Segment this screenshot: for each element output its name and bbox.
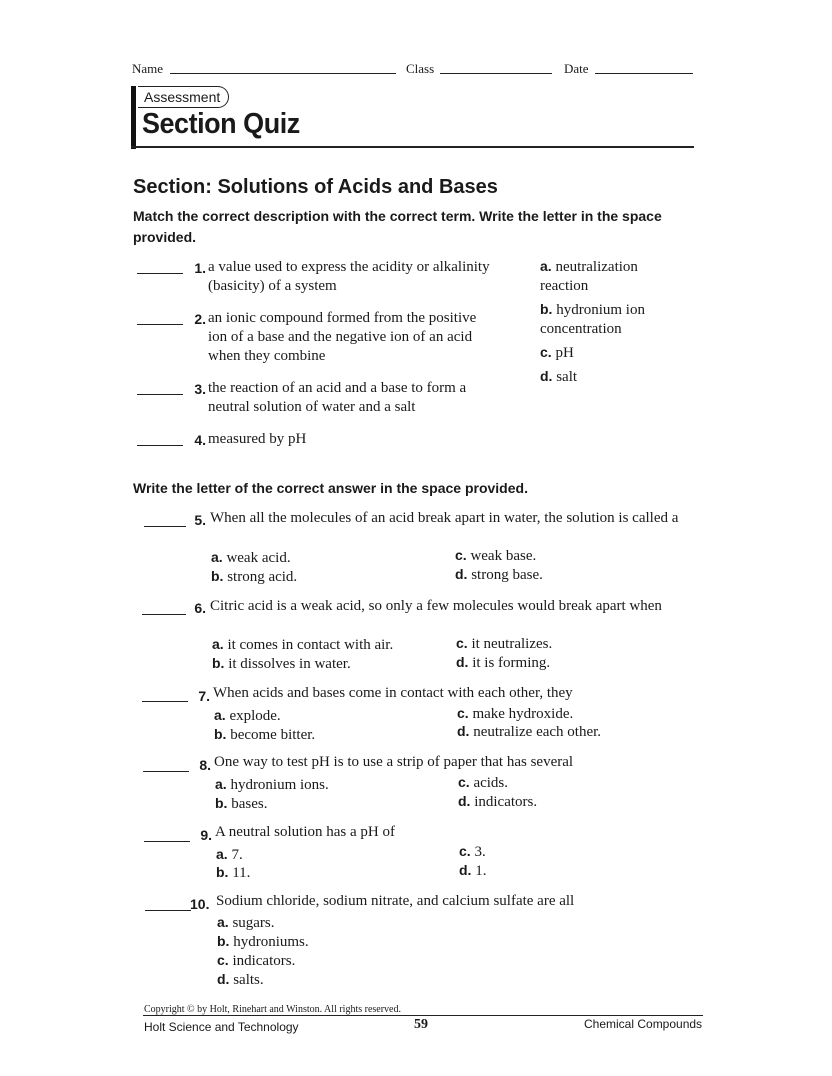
question-text: When all the molecules of an acid break apart in water, the solution is called a <box>210 510 679 526</box>
option-c: c. acids. <box>458 774 509 791</box>
question-number: 3. <box>194 381 206 397</box>
footer-rule <box>143 1015 703 1016</box>
option-c: c. make hydroxide. <box>457 705 574 722</box>
option-d: d. strong base. <box>455 566 543 583</box>
option-d: d. indicators. <box>458 793 538 810</box>
page-number: 59 <box>414 1017 428 1032</box>
class-field[interactable] <box>440 73 552 74</box>
answer-blank-4[interactable] <box>137 445 183 446</box>
question-number: 7. <box>198 688 210 704</box>
question-number: 2. <box>194 311 206 327</box>
matching-instructions: Match the correct description with the correct term. Write the letter in the space provided. <box>133 208 662 245</box>
answer-blank-8[interactable] <box>143 771 189 772</box>
option-b: b. bases. <box>215 795 268 812</box>
option-c: c. 3. <box>459 843 486 860</box>
option-b: b. hydroniums. <box>217 933 309 950</box>
question-number: 10. <box>190 896 210 912</box>
question-number: 8. <box>199 757 211 773</box>
answer-blank-5[interactable] <box>144 526 186 527</box>
question-number: 6. <box>194 600 206 616</box>
assessment-badge: Assessment <box>138 86 229 108</box>
question-number: 9. <box>200 827 212 843</box>
option-a: a. weak acid. <box>211 549 291 566</box>
matching-item-text: measured by pH <box>208 431 307 447</box>
answer-blank-7[interactable] <box>142 701 188 702</box>
option-a: a. explode. <box>214 707 281 724</box>
section-title: Section: Solutions of Acids and Bases <box>133 176 498 198</box>
option-a: a. hydronium ions. <box>215 776 329 793</box>
class-label: Class <box>406 61 435 76</box>
date-field[interactable] <box>595 73 693 74</box>
term-b: b. hydronium ion concentration <box>540 301 645 337</box>
question-number: 1. <box>194 260 206 276</box>
term-c: c. pH <box>540 344 574 361</box>
matching-item-text: the reaction of an acid and a base to form a neutral solution of water and a salt <box>208 380 467 415</box>
answer-blank-3[interactable] <box>137 394 183 395</box>
option-b: b. it dissolves in water. <box>212 655 351 672</box>
option-a: a. 7. <box>216 846 243 863</box>
option-b: b. become bitter. <box>214 726 316 743</box>
option-d: d. it is forming. <box>456 654 551 671</box>
term-a: a. neutralization reaction <box>540 258 638 294</box>
option-c: c. indicators. <box>217 952 296 969</box>
option-c: c. it neutralizes. <box>456 635 553 652</box>
option-d: d. salts. <box>217 971 264 988</box>
option-b: b. 11. <box>216 864 251 881</box>
option-b: b. strong acid. <box>211 568 298 585</box>
question-text: Sodium chloride, sodium nitrate, and calcium sulfate are all <box>216 893 575 909</box>
question-number: 5. <box>194 512 206 528</box>
multiple-choice-instructions: Write the letter of the correct answer in the space provided. <box>133 480 528 496</box>
page-title: Section Quiz <box>142 108 300 140</box>
footer-chapter-title: Chemical Compounds <box>584 1017 703 1031</box>
answer-blank-6[interactable] <box>142 614 186 615</box>
question-text: One way to test pH is to use a strip of paper that has several <box>214 754 574 770</box>
question-text: When acids and bases come in contact with each other, they <box>213 685 573 701</box>
date-label: Date <box>564 61 589 76</box>
option-c: c. weak base. <box>455 547 537 564</box>
footer-book-title: Holt Science and Technology <box>144 1020 299 1034</box>
option-d: d. neutralize each other. <box>457 723 602 740</box>
title-bar-accent <box>131 86 136 149</box>
question-number: 4. <box>194 432 206 448</box>
matching-item-text: an ionic compound formed from the positive ion of a base and the negative ion of an acid when they combine <box>208 310 477 364</box>
name-label: Name <box>132 61 164 76</box>
option-d: d. 1. <box>459 862 487 879</box>
matching-item-text: a value used to express the acidity or alkalinity (basicity) of a system <box>208 259 490 294</box>
option-a: a. it comes in contact with air. <box>212 636 394 653</box>
question-text: Citric acid is a weak acid, so only a few molecules would break apart when <box>210 598 662 614</box>
term-d: d. salt <box>540 368 578 385</box>
answer-blank-10[interactable] <box>145 910 191 911</box>
title-rule <box>131 146 694 148</box>
copyright-notice: Copyright © by Holt, Rinehart and Winston. All rights reserved. <box>144 1004 401 1015</box>
answer-blank-9[interactable] <box>144 841 190 842</box>
question-text: A neutral solution has a pH of <box>215 824 395 840</box>
name-field[interactable] <box>170 73 396 74</box>
answer-blank-1[interactable] <box>137 273 183 274</box>
answer-blank-2[interactable] <box>137 324 183 325</box>
option-a: a. sugars. <box>217 914 275 931</box>
